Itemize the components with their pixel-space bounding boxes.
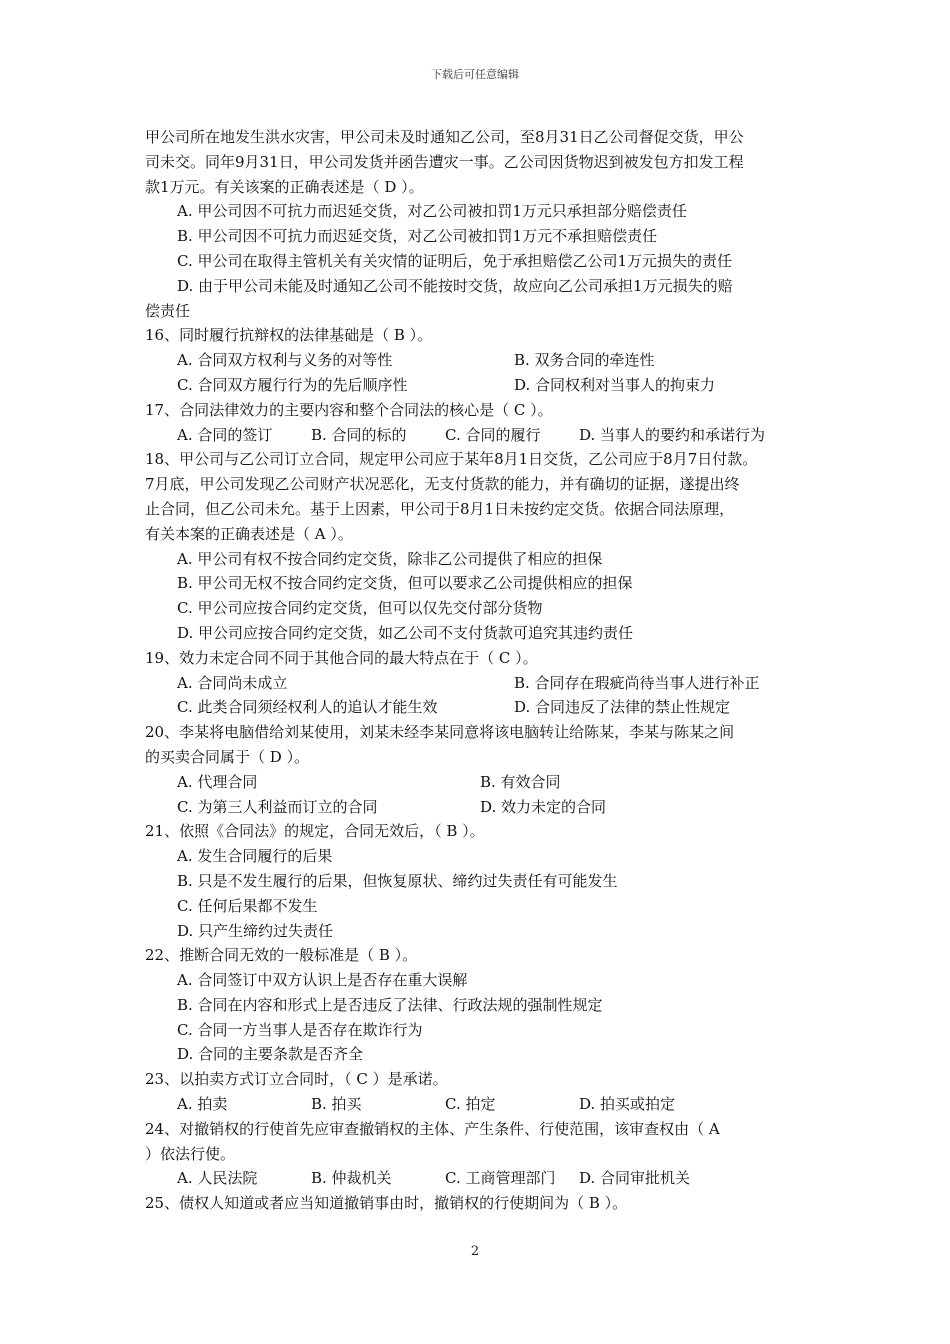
page-number: 2	[470, 1244, 480, 1259]
option-a: A. 合同尚未成立	[177, 673, 288, 692]
option-d: D. 只产生缔约过失责任	[177, 921, 334, 940]
option-a: A. 合同双方权利与义务的对等性	[177, 351, 393, 370]
question-19	[145, 646, 813, 720]
option-d: D. 当事人的要约和承诺行为	[579, 425, 766, 444]
option-d: D. 拍买或拍定	[579, 1095, 676, 1114]
option-c: C. 甲公司在取得主管机关有关灾情的证明后，免于承担赔偿乙公司1万元损失的责任	[177, 251, 733, 270]
question-stem: 25、债权人知道或者应当知道撤销事由时，撤销权的行使期间为（ B ）。	[145, 1194, 628, 1213]
question-stem: 甲公司所在地发生洪水灾害，甲公司未及时通知乙公司，至8月31日乙公司督促交货，甲公	[145, 128, 744, 146]
option-b: B. 合同存在瑕疵尚待当事人进行补正	[514, 673, 760, 692]
option-c: C. 合同的履行	[445, 425, 541, 444]
question-23	[145, 1067, 813, 1117]
question-stem: 22、推断合同无效的一般标准是（ B ）。	[145, 946, 418, 965]
options-row	[145, 373, 813, 398]
option-a: A. 发生合同履行的后果	[177, 847, 333, 866]
options-row	[145, 1092, 813, 1117]
question-24	[145, 1117, 813, 1191]
option-d: D. 合同的主要条款是否齐全	[177, 1045, 364, 1064]
option-a: A. 甲公司有权不按合同约定交货，除非乙公司提供了相应的担保	[177, 549, 603, 568]
option-b: B. 合同在内容和形式上是否违反了法律、行政法规的强制性规定	[177, 995, 603, 1014]
option-c: C. 甲公司应按合同约定交货，但可以仅先交付部分货物	[177, 599, 543, 618]
option-b: B. 双务合同的牵连性	[514, 351, 655, 370]
options-row	[145, 423, 813, 448]
options-row	[145, 795, 813, 820]
option-b: B. 仲裁机关	[311, 1169, 392, 1188]
question-stem: 19、效力未定合同不同于其他合同的最大特点在于（ C ）。	[145, 648, 538, 667]
option-a: A. 拍卖	[177, 1095, 228, 1114]
option-b: B. 合同的标的	[311, 425, 407, 444]
options-row	[145, 770, 813, 795]
option-d: D. 由于甲公司未能及时通知乙公司不能按时交货，故应向乙公司承担1万元损失的赔	[177, 276, 733, 295]
question-stem: 16、同时履行抗辩权的法律基础是（ B ）。	[145, 326, 433, 345]
option-a: A. 合同签订中双方认识上是否存在重大误解	[177, 971, 468, 990]
option-a: A. 合同的签订	[177, 425, 273, 444]
options-row	[145, 348, 813, 373]
option-c: C. 合同一方当事人是否存在欺诈行为	[177, 1020, 423, 1039]
option-b: B. 甲公司无权不按合同约定交货，但可以要求乙公司提供相应的担保	[177, 574, 633, 593]
option-b: B. 甲公司因不可抗力而迟延交货，对乙公司被扣罚1万元不承担赔偿责任	[177, 227, 658, 246]
question-stem: 17、合同法律效力的主要内容和整个合同法的核心是（ C ）。	[145, 400, 553, 419]
options-row	[145, 1166, 813, 1191]
option-c: C. 此类合同须经权利人的追认才能生效	[177, 698, 438, 717]
question-stem: 20、李某将电脑借给刘某使用，刘某未经李某同意将该电脑转让给陈某，李某与陈某之间	[145, 723, 735, 742]
option-b: B. 拍买	[311, 1095, 362, 1114]
question-stem: 24、对撤销权的行使首先应审查撤销权的主体、产生条件、行使范围，该审查权由（ A	[145, 1119, 720, 1138]
option-a: A. 代理合同	[177, 772, 258, 791]
option-d: D. 甲公司应按合同约定交货，如乙公司不支付货款可追究其违约责任	[177, 623, 634, 642]
option-d: D. 合同权利对当事人的拘束力	[514, 375, 716, 394]
options-row	[145, 671, 813, 696]
question-stem: 23、以拍卖方式订立合同时，（ C ）是承诺。	[145, 1070, 448, 1089]
option-c: C. 任何后果都不发生	[177, 896, 318, 915]
question-stem: 的买卖合同属于（ D ）。	[145, 747, 310, 766]
question-20	[145, 720, 813, 819]
option-c: C. 合同双方履行行为的先后顺序性	[177, 375, 408, 394]
question-stem: ）依法行使。	[145, 1144, 236, 1163]
option-a: A. 甲公司因不可抗力而迟延交货，对乙公司被扣罚1万元只承担部分赔偿责任	[177, 202, 687, 221]
question-21	[145, 819, 813, 943]
question-stem: 司未交。同年9月31日，甲公司发货并函告遭灾一事。乙公司因货物迟到被发包方扣发工程	[145, 152, 744, 171]
question-22	[145, 943, 813, 1067]
question-stem: 7月底，甲公司发现乙公司财产状况恶化，无支付货款的能力，并有确切的证据，遂提出终	[145, 475, 740, 494]
question-17	[145, 398, 813, 448]
question-25	[145, 1191, 813, 1216]
option-b: B. 只是不发生履行的后果，但恢复原状、缔约过失责任有可能发生	[177, 871, 618, 890]
option-c: C. 工商管理部门	[445, 1169, 556, 1188]
question-stem: 款1万元。有关该案的正确表述是（ D ）。	[145, 177, 424, 196]
option-c: C. 为第三人利益而订立的合同	[177, 797, 378, 816]
option-c: C. 拍定	[445, 1095, 496, 1114]
options-row	[145, 695, 813, 720]
question-15	[145, 125, 813, 323]
question-stem: 21、依照《合同法》的规定，合同无效后，（ B ）。	[145, 822, 485, 841]
document-body	[145, 125, 813, 1216]
page-header: 下载后可任意编辑	[431, 68, 519, 81]
question-stem: 止合同，但乙公司未允。基于上因素，甲公司于8月1日未按约定交货。依据合同法原理，	[145, 499, 735, 518]
question-18	[145, 447, 813, 645]
option-d: D. 合同审批机关	[579, 1169, 691, 1188]
question-16	[145, 323, 813, 397]
question-stem: 有关本案的正确表述是（ A ）。	[145, 524, 353, 543]
option-d-continued: 偿责任	[145, 301, 191, 320]
option-d: D. 合同违反了法律的禁止性规定	[514, 698, 731, 717]
option-a: A. 人民法院	[177, 1169, 258, 1188]
option-d: D. 效力未定的合同	[480, 797, 607, 816]
question-stem: 18、甲公司与乙公司订立合同，规定甲公司应于某年8月1日交货，乙公司应于8月7日付款。	[145, 450, 758, 469]
option-b: B. 有效合同	[480, 772, 561, 791]
